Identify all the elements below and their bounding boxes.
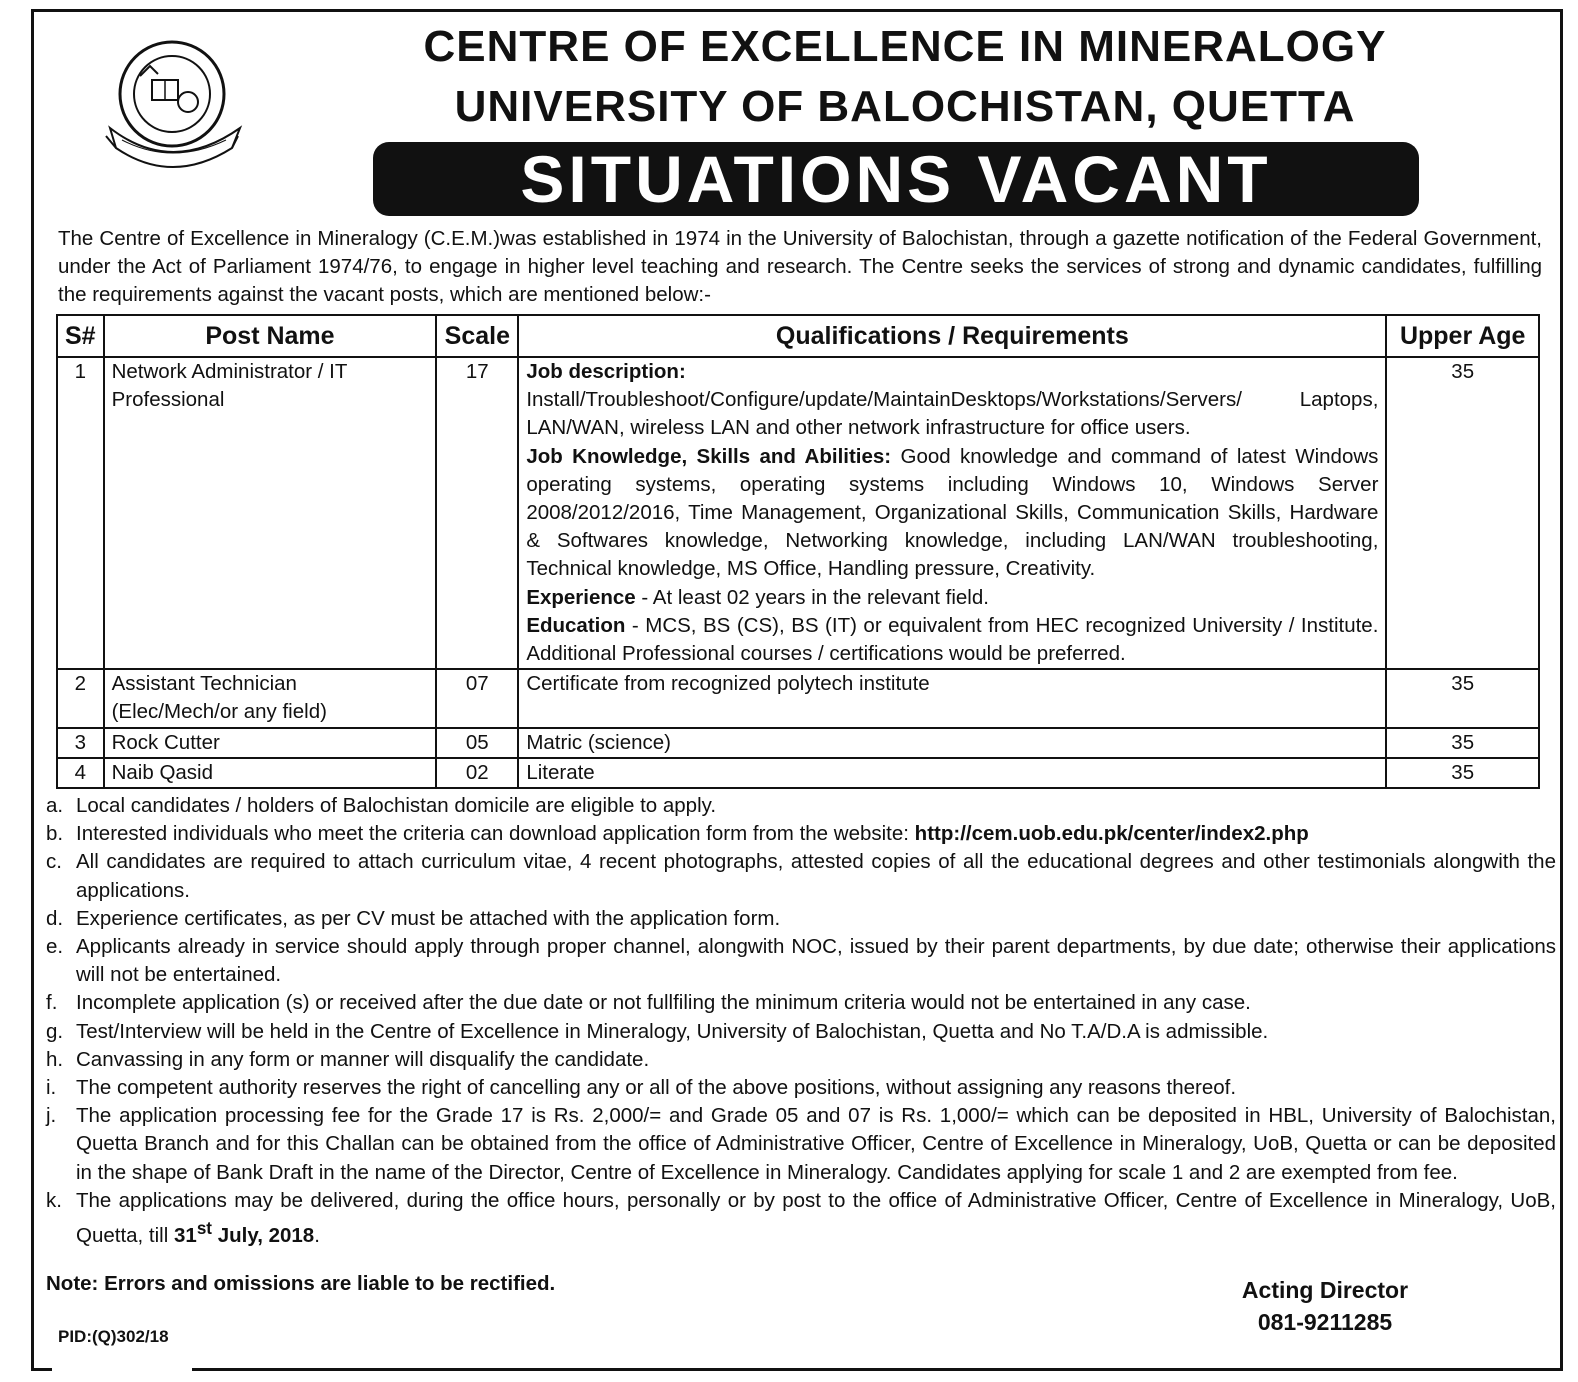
note-letter: g. <box>46 1019 64 1043</box>
vacancies-table <box>56 314 1540 789</box>
header-upper-age: Upper Age <box>1386 315 1539 357</box>
row-qualifications <box>518 357 1386 669</box>
list-item <box>46 1074 1556 1102</box>
note-text: The application processing fee for the Grade 17 is Rs. 2,000/= and Grade 05 and 07 is Rs. 1,000/= which can be deposited in HBL, University of Balochistan, Quetta Branch and for this Challan can be obtained from the office of Administrative Officer, Centre of Excellence in Mineralogy, UoB, Quetta or can be deposited in the shape of Bank Draft in the name of the Director, Centre of Excellence in Mineralogy. Candidates applying for scale 1 and 2 are exempted from fee. <box>76 1104 1556 1184</box>
table-row <box>57 669 1539 727</box>
row-post: Network Administrator / IT Professional <box>104 357 437 669</box>
row-qualifications: Certificate from recognized polytech institute <box>518 669 1386 727</box>
note-text: Incomplete application (s) or received after the due date or not fullfiling the minimum criteria would not be entertained in any case. <box>76 991 1251 1015</box>
due-date-day: 31 <box>174 1223 197 1247</box>
errata-note: Note: Errors and omissions are liable to be rectified. <box>46 1272 556 1295</box>
skills-label: Job Knowledge, Skills and Abilities: <box>526 444 892 468</box>
experience-block <box>526 584 1378 612</box>
note-letter: f. <box>46 991 58 1015</box>
education-block <box>526 612 1378 668</box>
education-label: Education <box>526 613 626 637</box>
list-item <box>46 933 1556 989</box>
note-letter: h. <box>46 1047 64 1071</box>
note-text: The competent authority reserves the right of cancelling any or all of the above positions, without assigning any reasons thereof. <box>76 1076 1237 1100</box>
row-age: 35 <box>1386 758 1539 788</box>
header-line-2: UNIVERSITY OF BALOCHISTAN, QUETTA <box>454 82 1356 131</box>
note-text-body: Interested individuals who meet the criteria can download application form from the website: <box>76 822 915 846</box>
border-gap <box>52 1364 192 1376</box>
note-text <box>76 820 1556 848</box>
row-age: 35 <box>1386 669 1539 727</box>
list-item <box>46 989 1556 1017</box>
signatory-title: Acting Director <box>1241 1277 1409 1303</box>
row-sno: 3 <box>57 728 104 758</box>
signature-block <box>1200 1274 1450 1338</box>
education-text: - MCS, BS (CS), BS (IT) or equivalent from HEC recognized University / Institute. Additional Professional courses / certifications would be preferred. <box>526 613 1379 666</box>
row-sno: 1 <box>57 357 104 669</box>
note-text: Test/Interview will be held in the Centre of Excellence in Mineralogy, University of Balochistan, Quetta and No T.A/D.A is admissible. <box>76 1019 1269 1043</box>
row-sno: 2 <box>57 669 104 727</box>
row-scale: 05 <box>436 728 518 758</box>
note-letter: b. <box>46 822 64 846</box>
row-post: Naib Qasid <box>104 758 437 788</box>
list-item <box>46 1046 1556 1074</box>
note-text <box>76 1187 1556 1250</box>
table-header-row <box>57 315 1539 357</box>
signatory-phone: 081-9211285 <box>1257 1309 1393 1335</box>
row-post-line2: (Elec/Mech/or any field) <box>111 700 327 724</box>
list-item <box>46 820 1556 848</box>
row-post-line1: Assistant Technician <box>111 672 297 696</box>
list-item <box>46 848 1556 904</box>
list-item <box>46 1187 1556 1250</box>
due-date-rest: July, 2018 <box>212 1223 315 1247</box>
table-row <box>57 357 1539 669</box>
note-end: . <box>314 1223 320 1247</box>
header-sno: S# <box>57 315 104 357</box>
job-description-text: Install/Troubleshoot/Configure/update/MaintainDesktops/Workstations/Servers/ Laptops, LAN/WAN, wireless LAN and other network infrastructure for office users. <box>526 388 1379 440</box>
note-letter: j. <box>46 1104 57 1128</box>
university-seal-logo <box>100 36 250 170</box>
list-item <box>46 905 1556 933</box>
list-item <box>46 792 1556 820</box>
row-sno: 4 <box>57 758 104 788</box>
list-item <box>46 1102 1556 1187</box>
row-age: 35 <box>1386 357 1539 669</box>
header-post-name: Post Name <box>104 315 437 357</box>
row-qualifications: Literate <box>518 758 1386 788</box>
row-scale: 17 <box>436 357 518 669</box>
row-scale: 02 <box>436 758 518 788</box>
skills-text: Good knowledge and command of latest Windows operating systems, operating systems including Windows 10, Windows Server 2008/2012/2016, Time Management, Organizational Skills, Communication Skills, Hardware & Softwares knowledge, Networking knowledge, including LAN/WAN troubleshooting, Technical knowledge, MS Office, Handling pressure, Creativity. <box>526 444 1379 581</box>
due-date-suffix: st <box>196 1219 212 1239</box>
note-letter: d. <box>46 906 64 930</box>
table-row <box>57 728 1539 758</box>
note-letter: i. <box>46 1076 57 1100</box>
table-row <box>57 758 1539 788</box>
note-text-body: The applications may be delivered, during the office hours, personally or by post to the office of Administrative Officer, Centre of Excellence in Mineralogy, UoB, Quetta, till <box>76 1188 1556 1247</box>
terms-list <box>46 792 1556 1250</box>
job-description-label: Job description: <box>526 360 686 383</box>
row-age: 35 <box>1386 728 1539 758</box>
due-date <box>174 1219 315 1247</box>
experience-label: Experience <box>526 585 636 609</box>
note-letter: e. <box>46 935 64 959</box>
note-text: All candidates are required to attach curriculum vitae, 4 recent photographs, attested copies of all the educational degrees and other testimonials alongwith the applications. <box>76 850 1556 902</box>
pid-code: PID:(Q)302/18 <box>54 1327 173 1347</box>
header-qualifications: Qualifications / Requirements <box>518 315 1386 357</box>
note-letter: c. <box>46 850 62 874</box>
note-text: Canvassing in any form or manner will disqualify the candidate. <box>76 1047 650 1071</box>
note-text: Experience certificates, as per CV must be attached with the application form. <box>76 906 781 930</box>
header-scale: Scale <box>436 315 518 357</box>
skills-block <box>526 443 1378 584</box>
row-qualifications: Matric (science) <box>518 728 1386 758</box>
row-post <box>104 669 437 727</box>
note-letter: a. <box>46 794 64 817</box>
row-post: Rock Cutter <box>104 728 437 758</box>
note-letter: k. <box>46 1188 62 1212</box>
note-text: Local candidates / holders of Balochistan domicile are eligible to apply. <box>76 794 717 817</box>
row-scale: 07 <box>436 669 518 727</box>
experience-text: - At least 02 years in the relevant field. <box>635 585 989 609</box>
job-description-block <box>526 358 1378 443</box>
note-text: Applicants already in service should apply through proper channel, alongwith NOC, issued by their parent departments, by due date; otherwise their applications will not be entertained. <box>76 935 1556 987</box>
header-line-1: CENTRE OF EXCELLENCE IN MINERALOGY <box>423 22 1387 71</box>
website-link[interactable]: http://cem.uob.edu.pk/center/index2.php <box>914 822 1309 846</box>
situations-vacant-banner: SITUATIONS VACANT <box>373 142 1419 216</box>
intro-paragraph: The Centre of Excellence in Mineralogy (C.E.M.)was established in 1974 in the University of Balochistan, through a gazette notification of the Federal Government, under the Act of Parliament 1974/76, to engage in higher level teaching and research. The Centre seeks the services of strong and dynamic candidates, fulfilling the requirements against the vacant posts, which are mentioned below:- <box>58 227 1542 306</box>
list-item <box>46 1018 1556 1046</box>
